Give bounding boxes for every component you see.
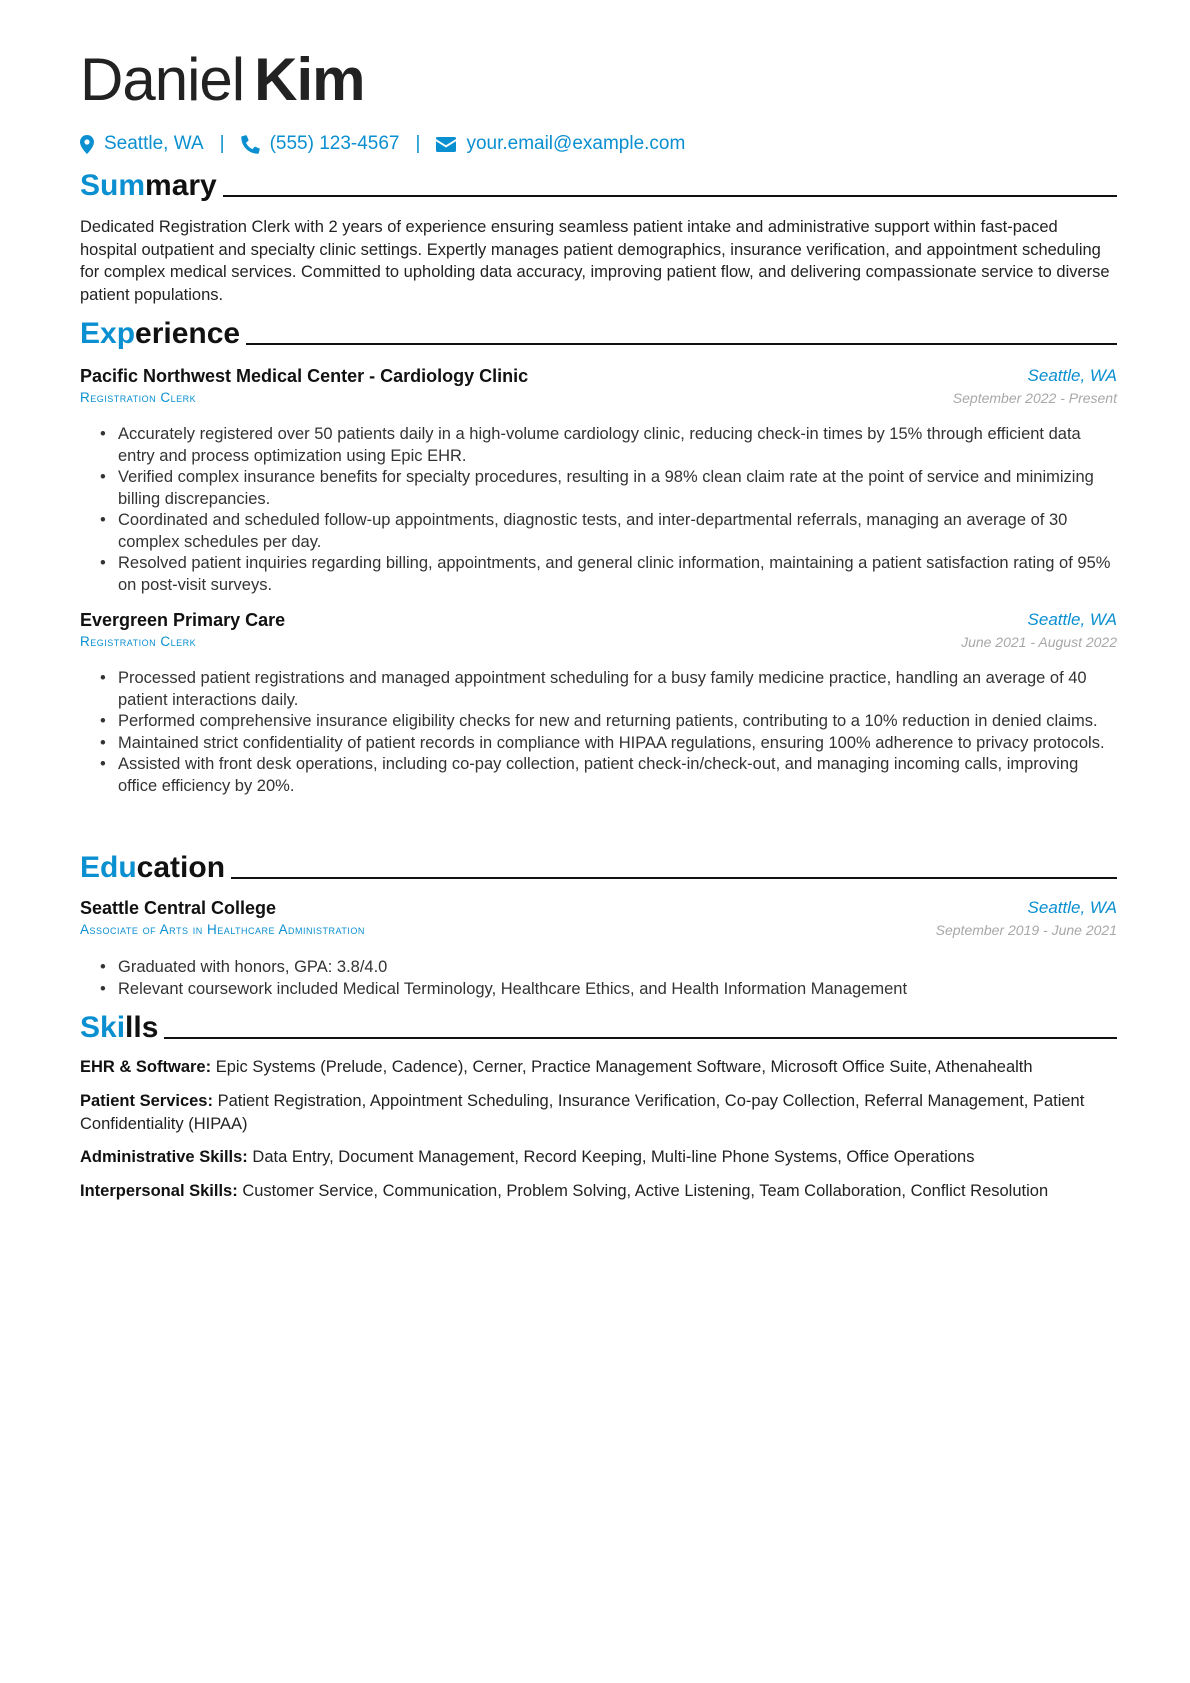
contact-email[interactable] [436,133,685,155]
degree: Associate of Arts in Healthcare Administration [80,922,365,937]
skill-label: EHR & Software: [80,1058,212,1076]
contact-separator: | [415,133,421,154]
heading-rest: mary [145,169,217,202]
list-item: • Coordinated and scheduled follow-up appointments, diagnostic tests, and inter-departmental referrals, managing an average of 30 complex schedules per day. [100,510,1117,553]
last-name: Kim [254,46,365,113]
heading-rule [231,877,1117,879]
heading-rule [246,343,1117,345]
job-role: Registration Clerk [80,390,197,405]
education-dates: September 2019 - June 2021 [935,922,1117,938]
contact-location [80,133,204,155]
heading-rule [164,1037,1117,1039]
skill-value: Epic Systems (Prelude, Cadence), Cerner, Practice Management Software, Microsoft Office Suite, Athenahealth [215,1058,1033,1076]
list-item: • Maintained strict confidentiality of patient records in compliance with HIPAA regulations, ensuring 100% adherence to privacy protocols. [100,733,1117,755]
list-item: • Assisted with front desk operations, including co-pay collection, patient check-in/check-out, and managing incoming calls, improving office efficiency by 20%. [100,754,1117,797]
job-bullets [100,668,1117,797]
list-item: • Relevant coursework included Medical Terminology, Healthcare Ethics, and Health Information Management [100,979,1117,1001]
job-location: Seattle, WA [1027,610,1117,629]
list-item: • Processed patient registrations and managed appointment scheduling for a busy family medicine practice, handling an average of 40 patient interactions daily. [100,668,1117,711]
email-text: your.email@example.com [466,133,686,154]
list-item: • Verified complex insurance benefits for specialty procedures, resulting in a 98% clean claim rate at the point of service and minimizing billing discrepancies. [100,467,1117,510]
job-role: Registration Clerk [80,634,197,649]
list-item: • Resolved patient inquiries regarding billing, appointments, and general clinic information, maintaining a patient satisfaction rating of 95% on post-visit surveys. [100,553,1117,596]
school-name: Seattle Central College [80,898,277,918]
skills-heading [80,1010,1117,1046]
education-bullets [100,957,1117,1000]
heading-accent: Ski [80,1011,126,1044]
heading-accent: Exp [80,317,136,350]
heading-rest: cation [136,851,226,884]
skill-value: Customer Service, Communication, Problem Solving, Active Listening, Team Collaboration, Conflict Resolution [242,1182,1049,1200]
heading-rest: erience [135,317,241,350]
phone-text: (555) 123-4567 [269,133,400,154]
contact-separator: | [219,133,225,154]
skill-label: Administrative Skills: [80,1148,248,1166]
summary-heading [80,168,1117,204]
job-dates: June 2021 - August 2022 [961,634,1117,650]
contact-line [80,133,685,155]
list-item: • Graduated with honors, GPA: 3.8/4.0 [100,957,1117,979]
list-item: • Performed comprehensive insurance eligibility checks for new and returning patients, contributing to a 10% reduction in denied claims. [100,711,1117,733]
phone-icon [241,135,260,154]
heading-rule [223,195,1117,197]
skill-value: Patient Registration, Appointment Scheduling, Insurance Verification, Co-pay Collection, Referral Management, Patient Confidentiality (HIPAA) [80,1092,1085,1133]
education-heading [80,850,1117,886]
school-location: Seattle, WA [1027,898,1117,917]
location-text: Seattle, WA [104,133,204,154]
first-name: Daniel [80,46,245,113]
company-name: Pacific Northwest Medical Center - Cardiology Clinic [80,366,529,386]
skill-row [80,1180,1117,1203]
list-item: • Accurately registered over 50 patients daily in a high-volume cardiology clinic, reducing check-in times by 15% through efficient data entry and process optimization using Epic EHR. [100,424,1117,467]
candidate-name [80,44,364,116]
job-dates: September 2022 - Present [952,390,1117,406]
envelope-icon [436,137,456,152]
contact-phone[interactable] [241,133,400,155]
skill-row [80,1146,1117,1169]
skill-label: Patient Services: [80,1092,213,1110]
summary-text: Dedicated Registration Clerk with 2 years of experience ensuring seamless patient intake and administrative support within fast-paced hospital outpatient and specialty clinic settings. Expertly manages patient demographics, insurance verification, and appointment scheduling for complex medical services. Committed to upholding data accuracy, improving patient flow, and delivering compassionate service to diverse patient populations. [80,218,1110,304]
experience-heading [80,316,1117,352]
job-location: Seattle, WA [1027,366,1117,385]
company-name: Evergreen Primary Care [80,610,286,630]
skill-value: Data Entry, Document Management, Record Keeping, Multi-line Phone Systems, Office Operations [252,1148,975,1166]
job-bullets [100,424,1117,596]
heading-rest: lls [125,1011,159,1044]
heading-accent: Sum [80,169,146,202]
skill-label: Interpersonal Skills: [80,1182,238,1200]
heading-accent: Edu [80,851,137,884]
map-marker-icon [80,135,94,154]
skill-row [80,1056,1117,1079]
skill-row [80,1090,1117,1135]
